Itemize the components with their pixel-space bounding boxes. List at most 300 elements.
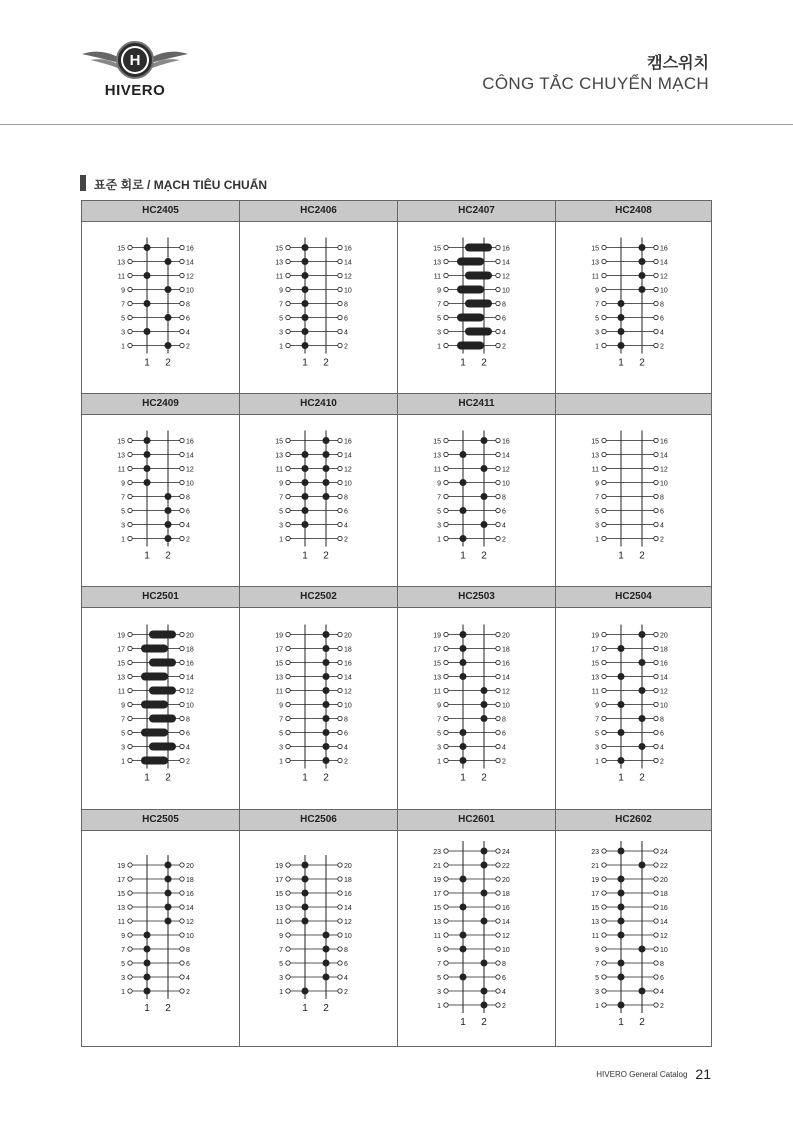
terminal-right xyxy=(338,508,342,512)
terminal-label-left: 7 xyxy=(437,494,441,502)
terminal-right xyxy=(338,536,342,540)
terminal-label-left: 5 xyxy=(121,730,125,738)
contact-dot-2 xyxy=(165,862,172,869)
circuit-cell xyxy=(81,393,239,586)
terminal-row xyxy=(437,974,506,983)
contact-dot-2 xyxy=(323,687,330,694)
terminal-label-right: 6 xyxy=(502,315,506,323)
terminal-left xyxy=(128,933,132,937)
circuit-code: HC2406 xyxy=(240,200,397,222)
header-divider xyxy=(0,124,793,125)
terminal-label-right: 12 xyxy=(502,466,510,474)
column-label-2: 2 xyxy=(165,772,171,784)
column-label-1: 1 xyxy=(144,550,150,562)
terminal-label-right: 14 xyxy=(344,452,352,460)
terminal-label-right: 16 xyxy=(660,438,668,446)
circuit-cell xyxy=(397,200,555,393)
contact-dot-1 xyxy=(460,743,467,750)
terminal-row xyxy=(275,631,352,640)
terminal-row xyxy=(117,645,194,654)
terminal-row xyxy=(592,932,668,941)
terminal-label-right: 16 xyxy=(186,438,194,446)
terminal-left xyxy=(602,891,606,895)
terminal-row xyxy=(121,342,190,351)
terminal-label-right: 4 xyxy=(502,989,506,996)
terminal-label-right: 10 xyxy=(502,702,510,710)
contact-bridge xyxy=(465,272,492,280)
terminal-label-left: 15 xyxy=(275,891,283,898)
terminal-left xyxy=(444,287,448,291)
terminal-label-left: 3 xyxy=(121,522,125,530)
contact-dot-2 xyxy=(323,932,330,939)
terminal-label-right: 16 xyxy=(344,891,352,898)
terminal-right xyxy=(180,660,184,664)
contact-dot-1 xyxy=(302,493,309,500)
terminal-label-right: 16 xyxy=(186,245,194,253)
terminal-left xyxy=(128,466,132,470)
contact-bridge xyxy=(465,328,492,336)
terminal-right xyxy=(180,716,184,720)
terminal-label-left: 1 xyxy=(595,536,599,544)
terminal-label-right: 6 xyxy=(660,315,664,323)
terminal-left xyxy=(602,508,606,512)
terminal-row xyxy=(433,918,510,927)
terminal-left xyxy=(444,744,448,748)
circuit-diagram xyxy=(556,608,713,809)
terminal-label-left: 13 xyxy=(275,452,283,460)
terminal-left xyxy=(128,989,132,993)
contact-dot-1 xyxy=(302,272,309,279)
terminal-label-right: 16 xyxy=(344,245,352,253)
terminal-right xyxy=(180,905,184,909)
terminal-label-left: 9 xyxy=(121,702,125,710)
terminal-right xyxy=(180,989,184,993)
terminal-label-left: 15 xyxy=(275,660,283,668)
column-label-2: 2 xyxy=(165,1003,171,1014)
terminal-row xyxy=(437,701,510,710)
terminal-row xyxy=(279,536,348,543)
contact-dot-2 xyxy=(639,743,646,750)
terminal-label-left: 15 xyxy=(591,245,599,253)
contact-dot-1 xyxy=(618,876,625,883)
terminal-left xyxy=(602,758,606,762)
terminal-label-right: 12 xyxy=(186,273,194,281)
terminal-left xyxy=(444,961,448,965)
terminal-label-left: 11 xyxy=(433,466,441,474)
terminal-label-left: 1 xyxy=(279,989,283,996)
terminal-left xyxy=(286,730,290,734)
terminal-row xyxy=(121,300,190,309)
terminal-row xyxy=(433,645,510,654)
terminal-row xyxy=(279,960,348,969)
terminal-label-left: 17 xyxy=(433,646,441,654)
terminal-left xyxy=(602,494,606,498)
terminal-left xyxy=(128,688,132,692)
terminal-label-right: 12 xyxy=(186,919,194,926)
terminal-left xyxy=(602,702,606,706)
terminal-left xyxy=(286,877,290,881)
terminal-left xyxy=(286,245,290,249)
contact-dot-1 xyxy=(302,244,309,251)
terminal-label-left: 13 xyxy=(117,259,125,267)
contact-dot-2 xyxy=(639,715,646,722)
terminal-row xyxy=(275,437,352,446)
circuit-code: HC2409 xyxy=(82,393,239,415)
terminal-row xyxy=(117,862,194,871)
circuit-cell xyxy=(81,809,239,1047)
column-label-2: 2 xyxy=(639,550,645,562)
column-label-2: 2 xyxy=(639,1017,645,1028)
terminal-left xyxy=(602,961,606,965)
terminal-row xyxy=(433,890,510,899)
contact-dot-1 xyxy=(618,757,625,764)
terminal-right xyxy=(654,522,658,526)
terminal-label-right: 8 xyxy=(502,301,506,309)
contact-dot-2 xyxy=(323,701,330,708)
terminal-row xyxy=(437,729,506,738)
terminal-right xyxy=(338,961,342,965)
terminal-right xyxy=(338,975,342,979)
terminal-right xyxy=(654,329,658,333)
terminal-label-right: 12 xyxy=(660,273,668,281)
terminal-label-left: 15 xyxy=(117,891,125,898)
terminal-label-left: 11 xyxy=(591,933,599,940)
terminal-label-left: 3 xyxy=(437,744,441,752)
terminal-label-left: 11 xyxy=(275,273,283,281)
terminal-row xyxy=(433,244,510,253)
terminal-left xyxy=(286,480,290,484)
terminal-label-left: 5 xyxy=(279,315,283,323)
terminal-row xyxy=(591,659,668,668)
terminal-row xyxy=(276,465,352,474)
terminal-left xyxy=(602,674,606,678)
terminal-left xyxy=(128,245,132,249)
terminal-row xyxy=(279,507,348,516)
terminal-right xyxy=(654,245,658,249)
terminal-right xyxy=(180,259,184,263)
terminal-right xyxy=(338,494,342,498)
terminal-left xyxy=(602,480,606,484)
circuit-code xyxy=(556,393,711,415)
contact-dot-1 xyxy=(618,904,625,911)
contact-bridge xyxy=(141,729,168,737)
terminal-row xyxy=(275,862,352,871)
terminal-label-left: 7 xyxy=(595,301,599,309)
terminal-label-left: 9 xyxy=(595,480,599,488)
circuit-code: HC2506 xyxy=(240,809,397,831)
terminal-label-right: 6 xyxy=(502,975,506,982)
terminal-left xyxy=(128,905,132,909)
terminal-label-left: 3 xyxy=(595,989,599,996)
terminal-label-left: 5 xyxy=(437,730,441,738)
terminal-left xyxy=(602,452,606,456)
contact-dot-2 xyxy=(323,946,330,953)
terminal-row xyxy=(279,974,348,983)
column-label-1: 1 xyxy=(302,772,308,784)
terminal-row xyxy=(595,314,664,323)
terminal-left xyxy=(444,466,448,470)
circuit-diagram xyxy=(398,831,556,1047)
terminal-left xyxy=(444,674,448,678)
terminal-right xyxy=(496,702,500,706)
contact-dot-2 xyxy=(639,258,646,265)
terminal-right xyxy=(496,758,500,762)
circuit-diagram xyxy=(556,415,713,586)
terminal-label-left: 5 xyxy=(595,975,599,982)
circuit-code: HC2410 xyxy=(240,393,397,415)
terminal-label-right: 10 xyxy=(660,702,668,710)
terminal-row xyxy=(595,715,664,724)
terminal-label-left: 15 xyxy=(275,245,283,253)
terminal-label-left: 21 xyxy=(591,863,599,870)
terminal-right xyxy=(496,989,500,993)
terminal-label-left: 7 xyxy=(279,494,283,502)
terminal-label-left: 1 xyxy=(279,536,283,544)
contact-bridge xyxy=(141,757,168,765)
terminal-right xyxy=(654,287,658,291)
contact-dot-2 xyxy=(639,862,646,869)
terminal-row xyxy=(276,687,352,696)
contact-bridge xyxy=(149,659,176,667)
terminal-row xyxy=(592,272,668,281)
terminal-label-right: 6 xyxy=(660,975,664,982)
terminal-label-left: 11 xyxy=(275,466,283,474)
terminal-label-right: 10 xyxy=(660,287,668,295)
terminal-label-left: 13 xyxy=(275,259,283,267)
terminal-row xyxy=(595,729,664,738)
terminal-label-right: 20 xyxy=(344,863,352,870)
terminal-left xyxy=(602,343,606,347)
terminal-left xyxy=(286,863,290,867)
column-label-2: 2 xyxy=(323,357,329,369)
terminal-right xyxy=(654,259,658,263)
terminal-row xyxy=(591,890,668,899)
circuit-diagram xyxy=(240,608,398,809)
terminal-label-right: 12 xyxy=(344,466,352,474)
terminal-left xyxy=(128,480,132,484)
contact-bridge xyxy=(149,743,176,751)
logo-letter: H xyxy=(129,52,141,69)
terminal-row xyxy=(595,988,664,997)
terminal-right xyxy=(496,632,500,636)
terminal-label-right: 14 xyxy=(186,905,194,912)
contact-bridge xyxy=(457,286,484,294)
column-label-1: 1 xyxy=(618,772,624,784)
terminal-label-right: 22 xyxy=(502,863,510,870)
terminal-row xyxy=(118,465,194,474)
terminal-label-right: 14 xyxy=(344,905,352,912)
terminal-left xyxy=(128,877,132,881)
terminal-label-left: 15 xyxy=(117,438,125,446)
terminal-label-right: 2 xyxy=(502,1003,506,1010)
terminal-label-left: 5 xyxy=(437,975,441,982)
page-title-vietnamese: CÔNG TẮC CHUYỂN MẠCH xyxy=(482,74,709,93)
terminal-label-right: 10 xyxy=(660,947,668,954)
terminal-row xyxy=(279,932,352,941)
terminal-right xyxy=(338,877,342,881)
terminal-label-left: 15 xyxy=(433,660,441,668)
terminal-label-right: 2 xyxy=(186,758,190,766)
terminal-right xyxy=(654,1003,658,1007)
terminal-label-right: 10 xyxy=(502,287,510,295)
terminal-right xyxy=(180,947,184,951)
circuit-code: HC2411 xyxy=(398,393,555,415)
terminal-label-right: 18 xyxy=(186,877,194,884)
terminal-right xyxy=(496,287,500,291)
contact-dot-1 xyxy=(302,286,309,293)
contact-dot-1 xyxy=(460,659,467,666)
contact-dot-1 xyxy=(144,437,151,444)
terminal-row xyxy=(595,743,664,752)
contact-dot-2 xyxy=(323,493,330,500)
terminal-row xyxy=(433,673,510,682)
terminal-right xyxy=(654,961,658,965)
terminal-row xyxy=(279,493,348,502)
terminal-label-left: 13 xyxy=(591,259,599,267)
terminal-right xyxy=(180,744,184,748)
terminal-label-right: 12 xyxy=(186,688,194,696)
terminal-left xyxy=(444,273,448,277)
terminal-label-left: 9 xyxy=(121,480,125,488)
contact-dot-1 xyxy=(302,507,309,514)
terminal-right xyxy=(496,891,500,895)
terminal-label-right: 16 xyxy=(344,660,352,668)
contact-dot-1 xyxy=(302,479,309,486)
terminal-left xyxy=(444,975,448,979)
contact-dot-2 xyxy=(165,314,172,321)
terminal-right xyxy=(496,863,500,867)
terminal-label-left: 3 xyxy=(121,744,125,752)
terminal-label-left: 19 xyxy=(275,632,283,640)
terminal-row xyxy=(279,300,348,309)
terminal-label-right: 14 xyxy=(660,259,668,267)
terminal-row xyxy=(279,729,348,738)
terminal-label-left: 3 xyxy=(595,329,599,337)
contact-dot-1 xyxy=(460,946,467,953)
terminal-right xyxy=(496,1003,500,1007)
terminal-label-right: 10 xyxy=(344,480,352,488)
terminal-right xyxy=(496,849,500,853)
contact-dot-1 xyxy=(460,673,467,680)
terminal-label-right: 12 xyxy=(660,466,668,474)
terminal-left xyxy=(286,301,290,305)
terminal-row xyxy=(121,507,190,516)
contact-dot-1 xyxy=(460,757,467,764)
terminal-label-left: 1 xyxy=(121,343,125,351)
terminal-label-right: 2 xyxy=(344,989,348,996)
terminal-row xyxy=(437,960,506,969)
terminal-row xyxy=(276,918,352,927)
terminal-row xyxy=(275,659,352,668)
terminal-label-left: 7 xyxy=(279,947,283,954)
terminal-label-right: 8 xyxy=(660,301,664,309)
contact-dot-2 xyxy=(481,437,488,444)
terminal-label-right: 18 xyxy=(660,891,668,898)
terminal-label-left: 11 xyxy=(591,273,599,281)
terminal-row xyxy=(279,286,352,295)
terminal-left xyxy=(286,259,290,263)
circuit-diagram xyxy=(240,222,398,393)
terminal-right xyxy=(654,877,658,881)
circuit-diagram-grid xyxy=(81,200,712,1047)
terminal-right xyxy=(654,315,658,319)
column-label-2: 2 xyxy=(481,1017,487,1028)
terminal-label-left: 9 xyxy=(279,480,283,488)
terminal-right xyxy=(338,863,342,867)
terminal-label-left: 19 xyxy=(275,863,283,870)
terminal-right xyxy=(338,480,342,484)
terminal-right xyxy=(496,315,500,319)
terminal-right xyxy=(496,933,500,937)
terminal-label-right: 14 xyxy=(502,452,510,460)
terminal-label-left: 5 xyxy=(279,730,283,738)
terminal-label-right: 2 xyxy=(660,758,664,766)
terminal-label-right: 6 xyxy=(186,961,190,968)
terminal-left xyxy=(444,989,448,993)
terminal-right xyxy=(338,646,342,650)
column-label-1: 1 xyxy=(144,772,150,784)
terminal-label-right: 10 xyxy=(186,933,194,940)
terminal-right xyxy=(654,919,658,923)
terminal-row xyxy=(121,493,190,502)
footer-catalog-name: HIVERO General Catalog xyxy=(596,1070,688,1079)
terminal-label-left: 21 xyxy=(433,863,441,870)
terminal-right xyxy=(496,343,500,347)
terminal-row xyxy=(437,988,506,997)
terminal-right xyxy=(496,245,500,249)
terminal-row xyxy=(117,876,194,885)
terminal-label-right: 16 xyxy=(502,660,510,668)
column-label-2: 2 xyxy=(481,772,487,784)
terminal-left xyxy=(286,674,290,678)
terminal-row xyxy=(437,715,506,724)
terminal-label-left: 5 xyxy=(595,315,599,323)
terminal-left xyxy=(286,494,290,498)
contact-bridge xyxy=(149,631,176,639)
contact-dot-1 xyxy=(618,328,625,335)
terminal-row xyxy=(437,946,510,955)
terminal-right xyxy=(496,660,500,664)
terminal-left xyxy=(286,329,290,333)
terminal-label-left: 9 xyxy=(279,287,283,295)
circuit-diagram xyxy=(398,222,556,393)
terminal-row xyxy=(592,687,668,696)
terminal-row xyxy=(595,522,664,529)
terminal-label-left: 17 xyxy=(591,646,599,654)
terminal-label-left: 3 xyxy=(121,329,125,337)
contact-dot-1 xyxy=(302,258,309,265)
terminal-row xyxy=(595,960,664,969)
contact-dot-2 xyxy=(481,701,488,708)
terminal-left xyxy=(128,438,132,442)
terminal-label-left: 5 xyxy=(121,961,125,968)
terminal-row xyxy=(279,715,348,724)
terminal-label-right: 20 xyxy=(502,877,510,884)
terminal-label-right: 16 xyxy=(660,660,668,668)
terminal-label-left: 11 xyxy=(433,688,441,696)
terminal-label-right: 16 xyxy=(502,438,510,446)
terminal-label-right: 2 xyxy=(344,343,348,351)
terminal-row xyxy=(437,493,506,502)
terminal-right xyxy=(496,730,500,734)
terminal-row xyxy=(118,918,194,927)
terminal-left xyxy=(444,758,448,762)
contact-dot-1 xyxy=(144,988,151,995)
terminal-label-right: 20 xyxy=(660,877,668,884)
contact-dot-2 xyxy=(323,465,330,472)
terminal-label-left: 11 xyxy=(275,919,283,926)
contact-dot-1 xyxy=(302,451,309,458)
